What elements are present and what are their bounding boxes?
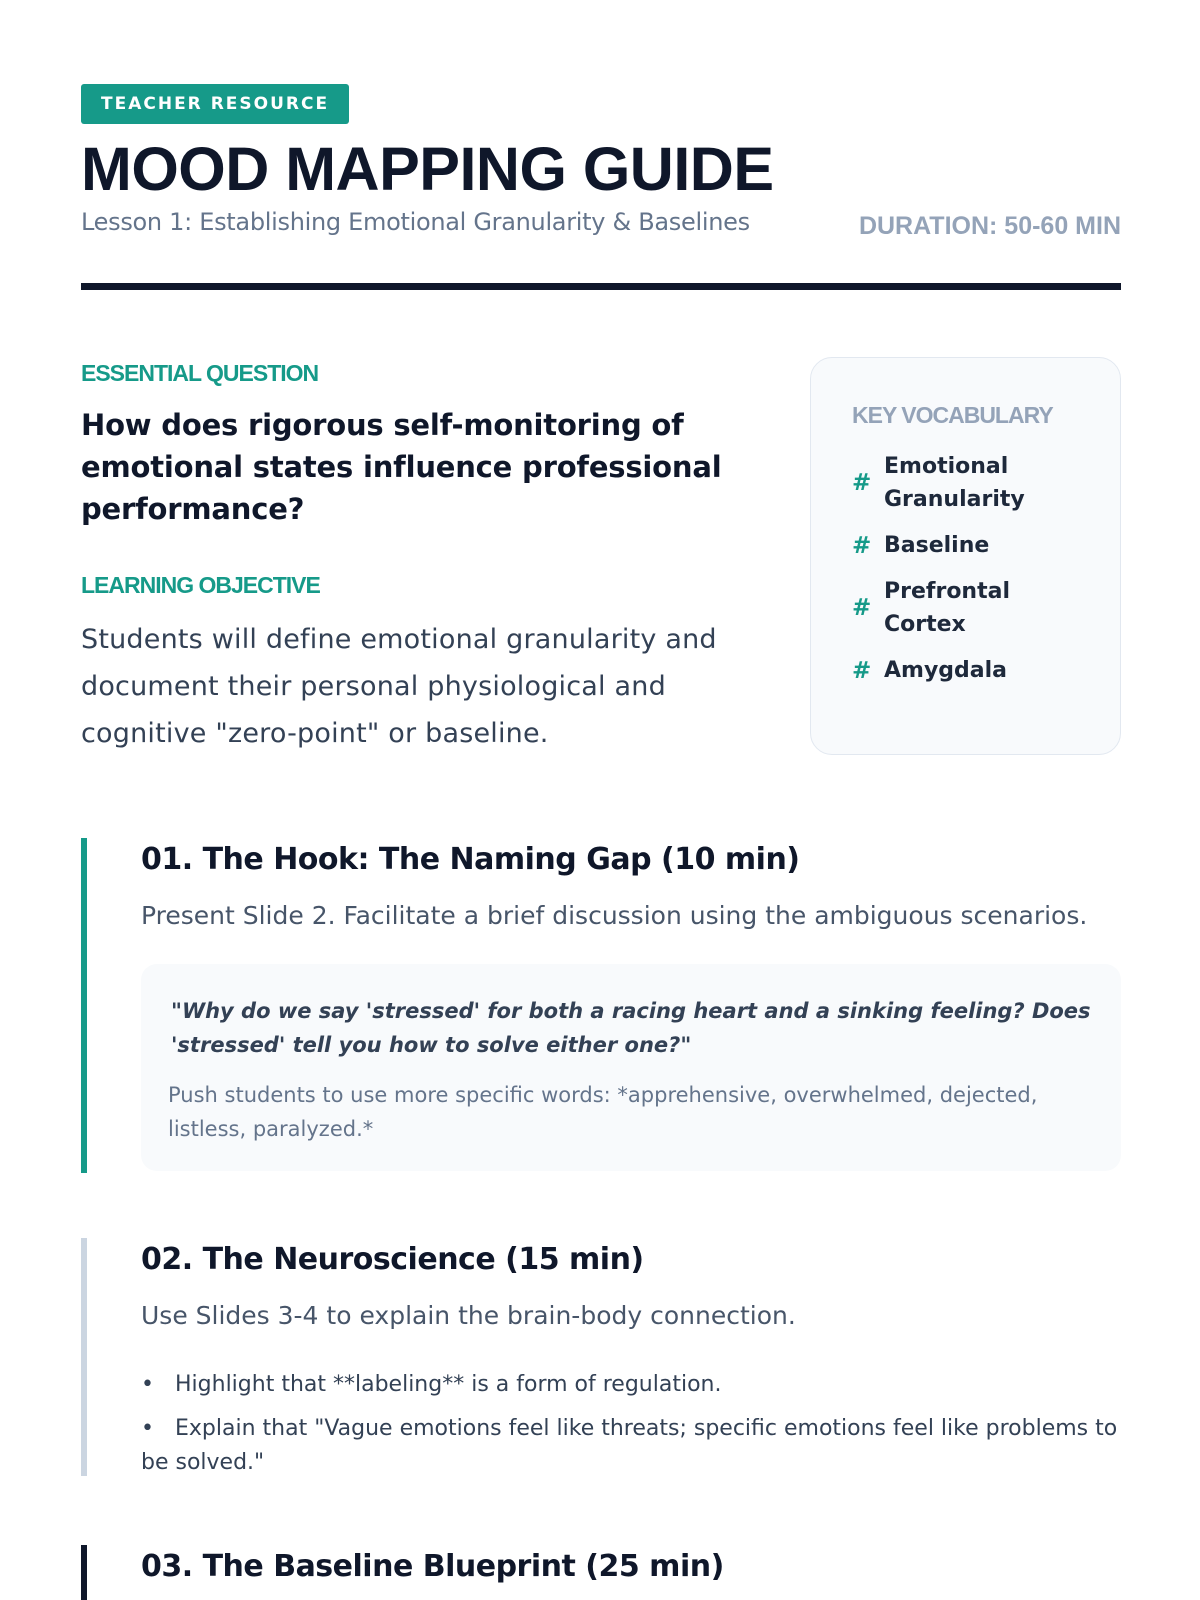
- hash-icon: #: [852, 657, 872, 684]
- essential-question-text: How does rigorous self-monitoring of emotional states influence professional performance?: [81, 408, 722, 526]
- hash-icon: #: [852, 595, 872, 621]
- list-item: [141, 1412, 1121, 1480]
- list-item-text: Explain that "Vague emotions feel like threats; specific emotions feel like problems to be solved.": [141, 1416, 1118, 1475]
- bullet-icon: •: [141, 1416, 154, 1441]
- essential-question-label: ESSENTIAL QUESTION: [81, 360, 319, 386]
- key-vocabulary-label: KEY VOCABULARY: [852, 402, 1053, 428]
- hash-icon: #: [852, 470, 872, 496]
- bullet-icon: •: [141, 1372, 154, 1397]
- lesson-step: [81, 1545, 1121, 1600]
- step-title: 01. The Hook: The Naming Gap (10 min): [141, 842, 800, 877]
- header-divider: [81, 283, 1121, 290]
- step-title: 02. The Neuroscience (15 min): [141, 1242, 644, 1277]
- lesson-subtitle: Lesson 1: Establishing Emotional Granularity & Baselines: [81, 208, 750, 236]
- vocab-term: Amygdala: [884, 658, 1008, 683]
- list-item-text: Highlight that **labeling** is a form of regulation.: [175, 1372, 722, 1397]
- duration-label: DURATION: 50-60 MIN: [858, 212, 1121, 240]
- page-title: MOOD MAPPING GUIDE: [81, 135, 774, 203]
- vocab-item: [852, 575, 1082, 641]
- discussion-prompt-box: [141, 964, 1121, 1171]
- vocab-term: Emotional Granularity: [884, 454, 1025, 512]
- vocab-term: Baseline: [884, 533, 990, 558]
- step-description: Use Slides 3-4 to explain the brain-body connection.: [141, 1301, 796, 1330]
- step-bullet-list: [141, 1368, 1121, 1490]
- step-accent-bar: [81, 838, 87, 1173]
- resource-tag: TEACHER RESOURCE: [81, 84, 349, 124]
- learning-objective-text: Students will define emotional granularity and document their personal physiological and cognitive "zero-point" or baseline.: [81, 624, 717, 749]
- list-item: [141, 1368, 1121, 1402]
- vocab-item: [852, 529, 989, 562]
- step-accent-bar: [81, 1545, 87, 1600]
- vocab-item: [852, 450, 1082, 516]
- facilitator-note: Push students to use more specific words: *apprehensive, overwhelmed, dejected, listless, paralyzed.*: [168, 1083, 1038, 1141]
- lesson-page: [81, 0, 1121, 1600]
- step-title: 03. The Baseline Blueprint (25 min): [141, 1549, 724, 1584]
- step-accent-bar: [81, 1238, 87, 1476]
- step-description: Present Slide 2. Facilitate a brief discussion using the ambiguous scenarios.: [141, 901, 1088, 930]
- key-vocabulary-card: [810, 357, 1121, 755]
- discussion-quote: "Why do we say 'stressed' for both a racing heart and a sinking feeling? Does 'stressed' tell you how to solve either one?": [171, 999, 1091, 1057]
- vocab-item: [852, 654, 1007, 687]
- lesson-step: [81, 838, 1121, 1173]
- learning-objective-label: LEARNING OBJECTIVE: [81, 572, 320, 598]
- vocab-term: Prefrontal Cortex: [884, 579, 1010, 637]
- lesson-step: [81, 1238, 1121, 1476]
- hash-icon: #: [852, 532, 872, 559]
